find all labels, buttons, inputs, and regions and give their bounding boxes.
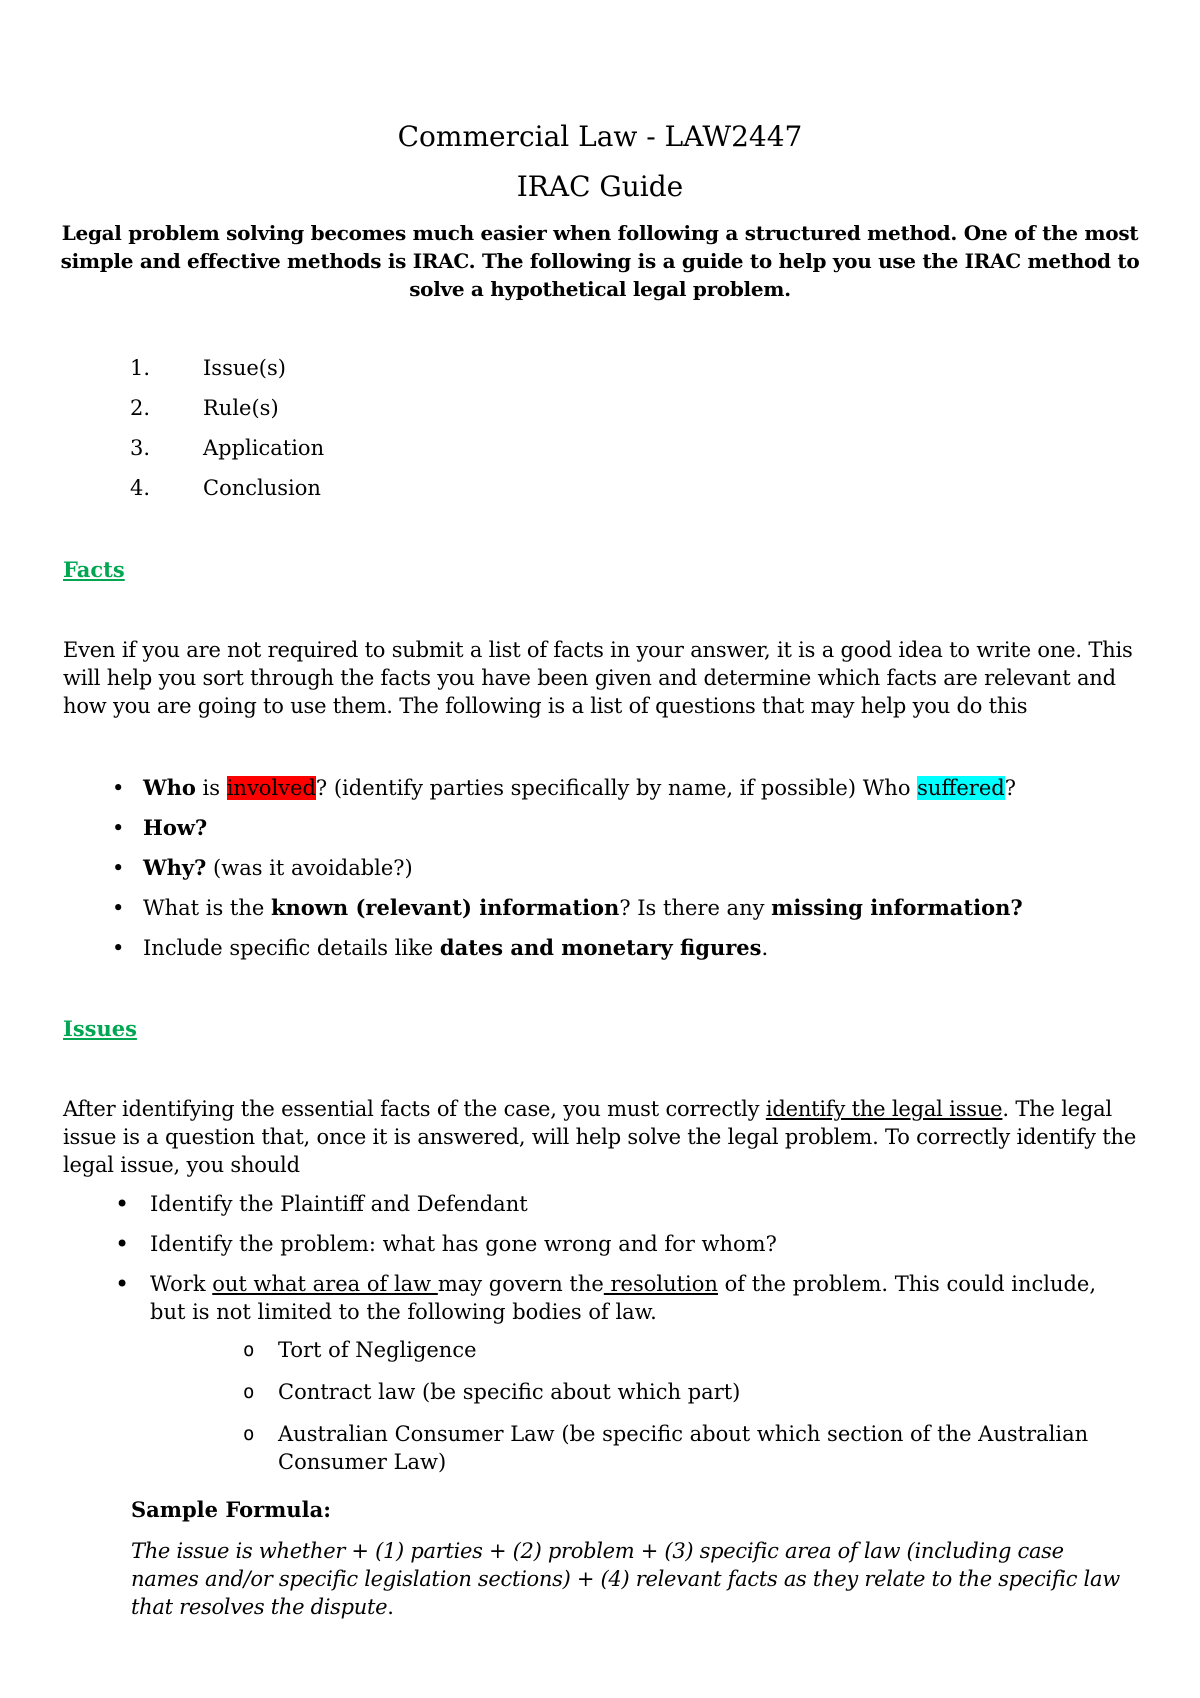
list-item: • Identify the Plaintiff and Defendant	[113, 1190, 1123, 1218]
highlight-suffered: suffered	[917, 776, 1005, 800]
text-run: ?	[1004, 776, 1016, 800]
text-run: The issue is whether + (1) parties + (2) problem + (3) specific area of law (including case names and/or specific legislation sections) + (4) relevant facts as they relate to the specific law that resolves the dispute	[131, 1539, 1120, 1619]
document-title: Commercial Law - LAW2447	[397, 120, 803, 153]
list-item	[110, 814, 1023, 854]
text-run: (was it avoidable?)	[206, 856, 413, 880]
underlined-legal-issue: identify the legal issue	[765, 1097, 1003, 1121]
list-item	[110, 894, 1023, 934]
text-run: Include specific details like	[143, 936, 440, 960]
list-number: 2.	[130, 396, 151, 420]
list-item: o Contract law (be specific about which part)	[243, 1378, 1123, 1406]
text-run: Work	[150, 1272, 213, 1296]
list-number: 3.	[130, 436, 151, 460]
intro-paragraph: Legal problem solving becomes much easier when following a structured method. One of the most simple and effective methods is IRAC. The following is a guide to help you use the IRAC method to solve a hypothetical legal problem.	[60, 221, 1140, 301]
sample-formula-label: Sample Formula:	[131, 1497, 331, 1522]
text-run: ? Is there any	[619, 896, 772, 920]
list-item	[110, 774, 1023, 814]
text-run: What is the	[143, 896, 271, 920]
areas-of-law-list	[243, 1336, 1123, 1490]
list-item	[110, 854, 1023, 894]
highlight-involved: involved	[226, 776, 316, 800]
text-run: After identifying the essential facts of the case, you must correctly	[63, 1097, 766, 1121]
list-item: o Tort of Negligence	[243, 1336, 1123, 1364]
list-item	[113, 1270, 1123, 1326]
list-label: Conclusion	[203, 476, 321, 500]
question-who: Who	[143, 775, 196, 800]
text-run: .	[387, 1595, 394, 1619]
facts-paragraph: Even if you are not required to submit a list of facts in your answer, it is a good idea to write one. This will help you sort through the facts you have been given and determine which facts are relevant and how you are going to use them. The following is a list of questions that may help you do this	[63, 638, 1133, 718]
list-item: o Australian Consumer Law (be specific about which section of the Australian Consumer Law)	[243, 1420, 1123, 1476]
text-run: may govern the	[437, 1272, 604, 1296]
underlined-area-of-law: out what area of law	[212, 1272, 438, 1296]
list-item: • Identify the problem: what has gone wrong and for whom?	[113, 1230, 1123, 1258]
text-run: ? (identify parties specifically by name, if possible) Who	[315, 776, 918, 800]
list-label: Application	[203, 436, 325, 460]
list-number: 4.	[130, 476, 151, 500]
list-item	[110, 934, 1023, 974]
issues-steps-list	[113, 1190, 1123, 1338]
list-label: Issue(s)	[203, 356, 286, 380]
text-run: of the problem. This could include, but is not limited to the following bodies of law.	[150, 1272, 1097, 1324]
underlined-resolution: resolution	[603, 1272, 718, 1296]
text-run: . The legal issue is a question that, once it is answered, will help solve the legal problem. To correctly identify the legal issue, you should	[63, 1097, 1137, 1177]
question-why: Why?	[143, 855, 207, 880]
issues-heading: Issues	[63, 1016, 137, 1041]
list-label: Rule(s)	[203, 396, 279, 420]
bold-known-information: known (relevant) information	[270, 895, 620, 920]
bold-dates-figures: dates and monetary figures	[439, 935, 762, 960]
text-run: .	[761, 936, 769, 960]
issues-paragraph	[63, 1095, 1143, 1179]
document-subtitle: IRAC Guide	[516, 170, 684, 203]
sample-formula-text	[131, 1537, 1131, 1621]
text-run: is	[195, 776, 227, 800]
facts-questions-list	[110, 774, 1023, 974]
facts-heading: Facts	[63, 557, 125, 582]
list-number: 1.	[130, 356, 151, 380]
bold-missing-information: missing information?	[771, 895, 1023, 920]
question-how: How?	[143, 815, 208, 840]
